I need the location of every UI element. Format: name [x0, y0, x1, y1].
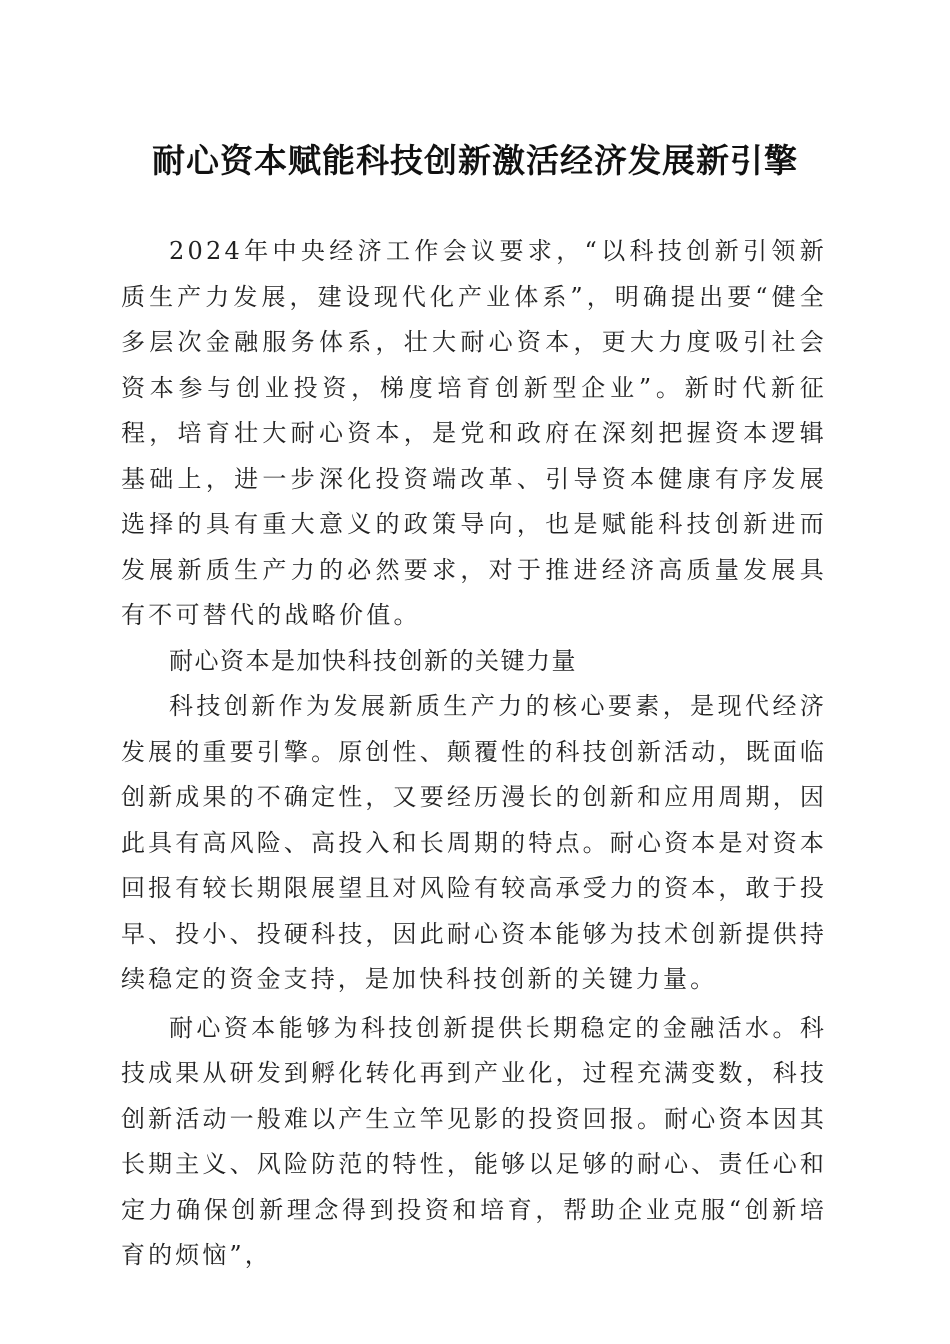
paragraph-section-1: 科技创新作为发展新质生产力的核心要素，是现代经济发展的重要引擎。原创性、颠覆性的科技创新活动，既面临创新成果的不确定性，又要经历漫长的创新和应用周期，因此具有高风险、高投入和长周期的特点。耐心资本是对资本回报有较长期限展望且对风险有较高承受力的资本，敢于投早、投小、投硬科技，因此耐心资本能够为技术创新提供持续稳定的资金支持，是加快科技创新的关键力量。 — [121, 692, 827, 993]
document-title: 耐心资本赋能科技创新激活经济发展新引擎 — [152, 141, 798, 180]
paragraph-section-2: 耐心资本能够为科技创新提供长期稳定的金融活水。科技成果从研发到孵化转化再到产业化，过程充满变数，科技创新活动一般难以产生立竿见影的投资回报。耐心资本因其长期主义、风险防范的特性，能够以足够的耐心、责任心和定力确保创新理念得到投资和培育，帮助企业克服“创新培育的烦恼”， — [121, 1013, 827, 1269]
paragraph-intro: 2024年中央经济工作会议要求，“以科技创新引领新质生产力发展，建设现代化产业体系”，明确提出要“健全多层次金融服务体系，壮大耐心资本，更大力度吸引社会资本参与创业投资，梯度培育创新型企业”。新时代新征程，培育壮大耐心资本，是党和政府在深刻把握资本逻辑基础上，进一步深化投资端改革、引导资本健康有序发展选择的具有重大意义的政策导向，也是赋能科技创新进而发展新质生产力的必然要求，对于推进经济高质量发展具有不可替代的战略价值。 — [121, 237, 827, 629]
document-body — [121, 229, 827, 1279]
section-heading: 耐心资本是加快科技创新的关键力量 — [169, 646, 577, 675]
